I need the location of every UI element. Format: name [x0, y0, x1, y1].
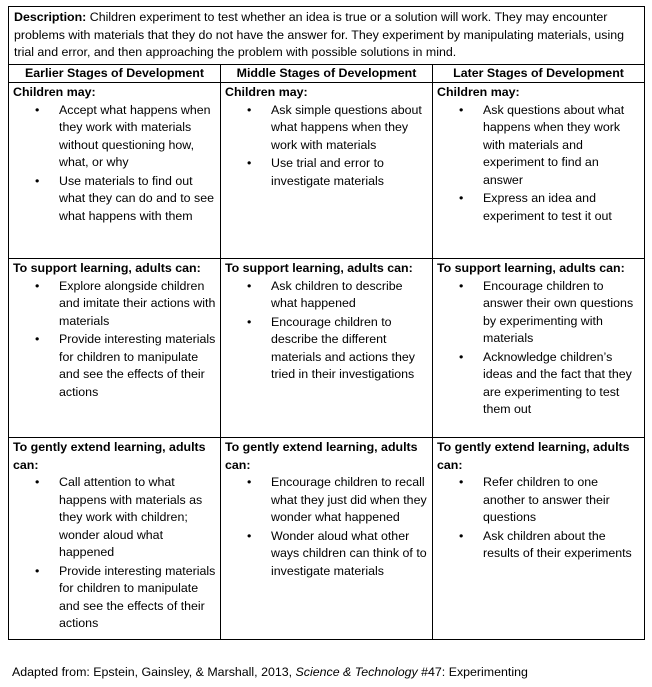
list-item: • Ask simple questions about what happens when they work with materials: [271, 102, 428, 155]
column-header-middle: Middle Stages of Development: [221, 64, 433, 83]
row-label: To support learning, adults can:: [225, 261, 413, 275]
column-header-later: Later Stages of Development: [433, 64, 645, 83]
children-may-row: [9, 83, 645, 259]
list-item: • Provide interesting materials for children to manipulate and see the effects of their actions: [59, 331, 216, 401]
support-learning-row: [9, 259, 645, 438]
list-item: • Ask children about the results of their experiments: [483, 528, 640, 563]
list-item: • Ask children to describe what happened: [271, 278, 428, 313]
cell-middle: [221, 259, 433, 438]
column-header-earlier: Earlier Stages of Development: [9, 64, 221, 83]
bullet-list: [13, 278, 216, 402]
bullet-list: [13, 102, 216, 226]
list-item: • Call attention to what happens with materials as they work with children; wonder aloud what happened: [59, 474, 216, 562]
row-label: To gently extend learning, adults can:: [13, 440, 206, 472]
description-row: [9, 7, 645, 65]
list-item: • Use trial and error to investigate materials: [271, 155, 428, 190]
bullet-list: [437, 102, 640, 226]
source-suffix: #47: Experimenting: [417, 665, 528, 679]
development-stages-table: [8, 6, 645, 640]
row-label: Children may:: [437, 85, 520, 99]
list-item: • Explore alongside children and imitate their actions with materials: [59, 278, 216, 331]
row-label: To support learning, adults can:: [13, 261, 201, 275]
list-item: • Use materials to find out what they can do and to see what happens with them: [59, 173, 216, 226]
row-label: To support learning, adults can:: [437, 261, 625, 275]
cell-later: [433, 438, 645, 640]
cell-middle: [221, 438, 433, 640]
row-label: To gently extend learning, adults can:: [225, 440, 418, 472]
cell-earlier: [9, 259, 221, 438]
bullet-list: [13, 474, 216, 633]
source-citation: [12, 664, 528, 681]
bullet-list: [225, 474, 428, 580]
list-item: • Wonder aloud what other ways children can think of to investigate materials: [271, 528, 428, 581]
list-item: • Acknowledge children’s ideas and the fact that they are experimenting to test them out: [483, 349, 640, 419]
source-prefix: Adapted from: Epstein, Gainsley, & Marshall, 2013,: [12, 665, 296, 679]
column-header-row: [9, 64, 645, 83]
bullet-list: [437, 474, 640, 563]
list-item: • Provide interesting materials for children to manipulate and see the effects of their actions: [59, 563, 216, 633]
description-label: Description:: [14, 10, 87, 24]
cell-earlier: [9, 83, 221, 259]
bullet-list: [225, 102, 428, 191]
description-cell: [9, 7, 645, 65]
source-title: Science & Technology: [295, 665, 418, 679]
list-item: • Refer children to one another to answer their questions: [483, 474, 640, 527]
list-item: • Express an idea and experiment to test it out: [483, 190, 640, 225]
description-text: Children experiment to test whether an idea is true or a solution will work. They may encounter problems with materials that they do not have the answer for. They experiment by manipulating materials, using trial and error, and then approaching the problem with possible solutions in mind.: [14, 10, 624, 59]
cell-later: [433, 83, 645, 259]
row-label: Children may:: [13, 85, 96, 99]
extend-learning-row: [9, 438, 645, 640]
bullet-list: [437, 278, 640, 419]
list-item: • Encourage children to answer their own questions by experimenting with materials: [483, 278, 640, 348]
cell-middle: [221, 83, 433, 259]
list-item: • Accept what happens when they work with materials without questioning how, what, or why: [59, 102, 216, 172]
list-item: • Ask questions about what happens when they work with materials and experiment to find an answer: [483, 102, 640, 190]
list-item: • Encourage children to describe the different materials and actions they tried in their investigations: [271, 314, 428, 384]
row-label: To gently extend learning, adults can:: [437, 440, 630, 472]
bullet-list: [225, 278, 428, 384]
cell-earlier: [9, 438, 221, 640]
cell-later: [433, 259, 645, 438]
row-label: Children may:: [225, 85, 308, 99]
list-item: • Encourage children to recall what they just did when they wonder what happened: [271, 474, 428, 527]
